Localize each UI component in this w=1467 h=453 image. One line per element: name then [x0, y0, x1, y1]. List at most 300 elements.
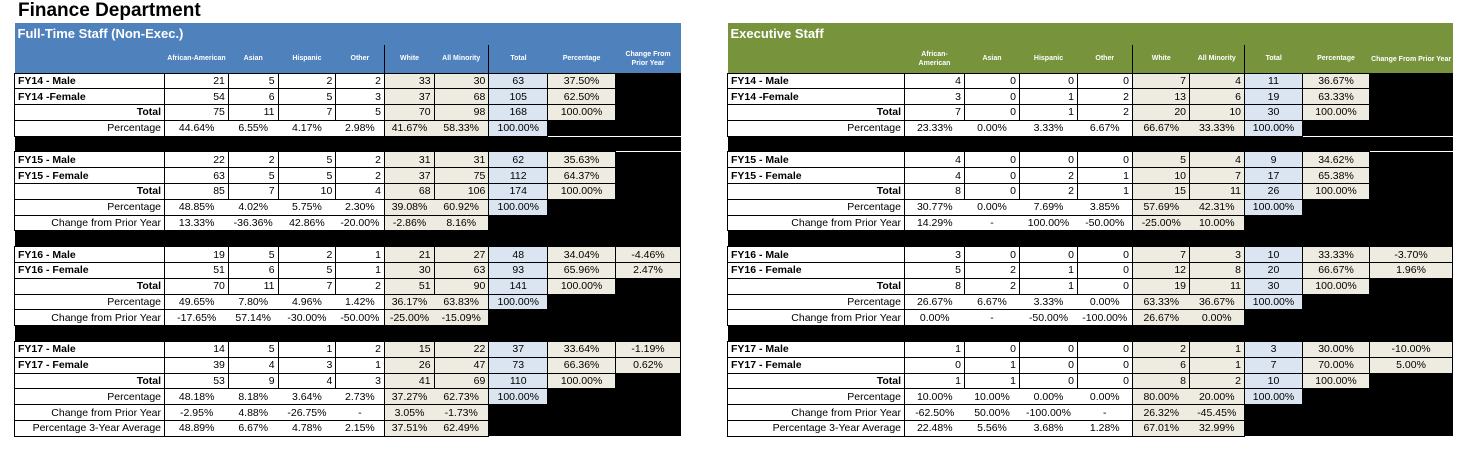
column-header: Other [1078, 45, 1133, 73]
table-row [15, 294, 681, 310]
data-cell: 2 [1078, 105, 1133, 121]
data-cell: 0.00% [965, 199, 1020, 215]
data-cell: 2 [965, 263, 1020, 279]
blank-cell [1245, 405, 1303, 421]
data-cell [616, 184, 681, 200]
table-row [728, 105, 1453, 121]
data-cell: 22 [434, 342, 489, 358]
data-cell: 100.00% [548, 184, 616, 200]
data-cell: 68 [434, 89, 489, 105]
data-cell: 8 [905, 184, 965, 200]
data-cell: 31 [434, 152, 489, 168]
data-cell: -36.36% [228, 215, 278, 231]
data-cell: 1 [1020, 263, 1078, 279]
blank-cell [1303, 215, 1370, 231]
data-cell: 5 [228, 73, 278, 89]
data-cell: 0 [1020, 73, 1078, 89]
data-cell: 0 [965, 152, 1020, 168]
data-cell: 4.78% [278, 421, 336, 437]
data-cell: 5 [278, 152, 336, 168]
data-cell [1370, 373, 1453, 389]
blank-cell [548, 389, 616, 405]
data-cell: 0.00% [965, 120, 1020, 136]
table-row [728, 310, 1453, 326]
data-cell: 48.85% [165, 199, 229, 215]
table-row [728, 421, 1453, 437]
data-cell: 4 [905, 73, 965, 89]
spacer-row [15, 326, 681, 342]
data-cell: 90 [434, 278, 489, 294]
data-cell: 15 [384, 342, 434, 358]
data-cell: 1 [1020, 105, 1078, 121]
data-cell: 51 [165, 263, 229, 279]
data-cell: 0 [905, 357, 965, 373]
data-cell: 70 [384, 105, 434, 121]
data-cell: 2 [336, 278, 385, 294]
data-cell [1370, 152, 1453, 168]
row-label: FY15 - Male [15, 152, 165, 168]
data-cell: 10 [1245, 247, 1303, 263]
data-cell: 1 [1078, 168, 1133, 184]
data-cell: 5.56% [965, 421, 1020, 437]
table-row [728, 357, 1453, 373]
table-title: Executive Staff [728, 23, 1453, 45]
data-cell: 48.18% [165, 389, 229, 405]
column-header: African-American [905, 45, 965, 73]
data-cell: 3 [905, 247, 965, 263]
data-cell: 1 [905, 342, 965, 358]
data-cell: 70.00% [1303, 357, 1370, 373]
data-cell: 100.00% [548, 105, 616, 121]
data-cell: 60.92% [434, 199, 489, 215]
data-cell: 0 [1078, 373, 1133, 389]
data-cell [1370, 105, 1453, 121]
row-label: FY16 - Male [728, 247, 905, 263]
data-cell: 0.00% [1020, 389, 1078, 405]
blank-cell [548, 199, 616, 215]
table-row [728, 373, 1453, 389]
data-cell: 112 [489, 168, 548, 184]
data-cell: 0 [1078, 247, 1133, 263]
header-blank [728, 45, 905, 73]
data-cell: -3.70% [1370, 247, 1453, 263]
table-row [728, 89, 1453, 105]
data-cell: 26.67% [905, 294, 965, 310]
full-time-staff-table [14, 23, 681, 437]
row-label: Total [728, 184, 905, 200]
data-cell: 26 [1245, 184, 1303, 200]
data-cell: 19 [1133, 278, 1190, 294]
data-cell: -1.73% [434, 405, 489, 421]
header-blank [15, 45, 165, 73]
column-header: Percentage [1303, 45, 1370, 73]
data-cell: 11 [1190, 278, 1245, 294]
row-label: FY14 - Male [15, 73, 165, 89]
data-cell: 63.33% [1133, 294, 1190, 310]
table-row [728, 73, 1453, 89]
table-row [15, 405, 681, 421]
table-row [15, 263, 681, 279]
row-label: FY14 - Male [728, 73, 905, 89]
row-label: FY16 - Female [728, 263, 905, 279]
data-cell: 42.31% [1190, 199, 1245, 215]
row-label: Total [15, 373, 165, 389]
data-cell: 1 [1190, 357, 1245, 373]
data-cell: 100.00% [1245, 120, 1303, 136]
data-cell: 7.80% [228, 294, 278, 310]
spacer-row [728, 326, 1453, 342]
row-label: Change from Prior Year [728, 310, 905, 326]
data-cell: 9 [1245, 152, 1303, 168]
data-cell: 7 [1133, 247, 1190, 263]
data-cell: 31 [384, 152, 434, 168]
blank-cell [616, 215, 681, 231]
data-cell: 36.17% [384, 294, 434, 310]
data-cell: 20.00% [1190, 389, 1245, 405]
data-cell: 10 [1245, 373, 1303, 389]
data-cell: 21 [384, 247, 434, 263]
table-row [15, 152, 681, 168]
row-label: Percentage 3-Year Average [728, 421, 905, 437]
column-header: Hispanic [1020, 45, 1078, 73]
table-title-row [15, 23, 681, 45]
blank-cell [548, 215, 616, 231]
data-cell: 3 [336, 89, 385, 105]
data-cell [616, 152, 681, 168]
blank-cell [1370, 310, 1453, 326]
data-cell: 62.73% [434, 389, 489, 405]
data-cell: 12 [1133, 263, 1190, 279]
table-row [15, 199, 681, 215]
data-cell: 64.37% [548, 168, 616, 184]
data-cell: 53 [165, 373, 229, 389]
full-time-staff-panel [14, 23, 681, 437]
data-cell: 100.00% [489, 389, 548, 405]
data-cell: 5 [278, 168, 336, 184]
table-row [15, 342, 681, 358]
data-cell: 3 [1245, 342, 1303, 358]
data-cell: 7 [1133, 73, 1190, 89]
data-cell: 37 [489, 342, 548, 358]
data-cell: 26 [384, 357, 434, 373]
data-cell: 0.00% [1190, 310, 1245, 326]
table-row [15, 357, 681, 373]
spacer-row [728, 136, 1453, 152]
data-cell: 6.55% [228, 120, 278, 136]
data-cell: 58.33% [434, 120, 489, 136]
row-label: FY16 - Female [15, 263, 165, 279]
column-header: Hispanic [278, 45, 336, 73]
data-cell: 19 [1245, 89, 1303, 105]
data-cell: 174 [489, 184, 548, 200]
data-cell [616, 89, 681, 105]
data-cell: 57.69% [1133, 199, 1190, 215]
data-cell: 19 [165, 247, 229, 263]
data-cell: 2 [1020, 184, 1078, 200]
data-cell: -62.50% [905, 405, 965, 421]
table-row [15, 120, 681, 136]
data-cell: 34.62% [1303, 152, 1370, 168]
table-row [728, 278, 1453, 294]
data-cell: 4.17% [278, 120, 336, 136]
data-cell: 6.67% [965, 294, 1020, 310]
data-cell: 1.96% [1370, 263, 1453, 279]
data-cell: 2 [278, 73, 336, 89]
column-header: Asian [228, 45, 278, 73]
data-cell: 168 [489, 105, 548, 121]
data-cell: 3 [1190, 247, 1245, 263]
data-cell: 7 [905, 105, 965, 121]
data-cell: 62 [489, 152, 548, 168]
blank-cell [1245, 215, 1303, 231]
data-cell: 10 [278, 184, 336, 200]
data-cell: 5.00% [1370, 357, 1453, 373]
data-cell: 42.86% [278, 215, 336, 231]
blank-cell [1370, 405, 1453, 421]
data-cell: 4.96% [278, 294, 336, 310]
row-label: Percentage [728, 389, 905, 405]
data-cell: 8 [1133, 373, 1190, 389]
data-cell: 3 [278, 357, 336, 373]
row-label: Total [728, 278, 905, 294]
data-cell: 2.15% [336, 421, 385, 437]
data-cell: 5 [278, 263, 336, 279]
data-cell: 33 [384, 73, 434, 89]
data-cell: 0 [1078, 342, 1133, 358]
data-cell: 13 [1133, 89, 1190, 105]
data-cell: -15.09% [434, 310, 489, 326]
data-cell: 63 [434, 263, 489, 279]
data-cell: 67.01% [1133, 421, 1190, 437]
table-row [15, 168, 681, 184]
data-cell: 0 [965, 342, 1020, 358]
row-label: Percentage [15, 389, 165, 405]
data-cell: 4 [278, 373, 336, 389]
data-cell: 100.00% [548, 278, 616, 294]
data-cell: -4.46% [616, 247, 681, 263]
data-cell: 7 [278, 105, 336, 121]
data-cell: 63 [489, 73, 548, 89]
row-label: FY15 - Female [728, 168, 905, 184]
data-cell: -17.65% [165, 310, 229, 326]
data-cell: 3 [336, 373, 385, 389]
data-cell: 4.88% [228, 405, 278, 421]
data-cell: 5.75% [278, 199, 336, 215]
blank-cell [1370, 294, 1453, 310]
data-cell: -50.00% [1020, 310, 1078, 326]
data-cell: 2 [1190, 373, 1245, 389]
data-cell: 1 [1078, 184, 1133, 200]
data-cell: 41 [384, 373, 434, 389]
data-cell: 2 [1020, 168, 1078, 184]
data-cell: 2 [278, 247, 336, 263]
data-cell: -1.19% [616, 342, 681, 358]
data-cell: 8.16% [434, 215, 489, 231]
data-cell: 100.00% [489, 294, 548, 310]
data-cell: 69 [434, 373, 489, 389]
page-title: Finance Department [18, 0, 201, 21]
data-cell: 66.67% [1133, 120, 1190, 136]
data-cell: 30 [1245, 278, 1303, 294]
data-cell: 100.00% [489, 120, 548, 136]
table-row [728, 184, 1453, 200]
row-label: Change from Prior Year [728, 215, 905, 231]
table-row [728, 168, 1453, 184]
data-cell: 10 [1133, 168, 1190, 184]
table-row [728, 389, 1453, 405]
data-cell: - [965, 310, 1020, 326]
data-cell: 57.14% [228, 310, 278, 326]
data-cell: 47 [434, 357, 489, 373]
data-cell: 13.33% [165, 215, 229, 231]
row-label: Percentage [15, 199, 165, 215]
data-cell: -2.95% [165, 405, 229, 421]
column-header: Change From Prior Year [616, 45, 681, 73]
spacer-cell [15, 326, 681, 342]
data-cell: 100.00% [1303, 184, 1370, 200]
data-cell: 11 [1245, 73, 1303, 89]
data-cell: 1 [278, 342, 336, 358]
data-cell: -25.00% [1133, 215, 1190, 231]
data-cell: -100.00% [1078, 310, 1133, 326]
data-cell: 3.85% [1078, 199, 1133, 215]
data-cell: 44.64% [165, 120, 229, 136]
data-cell: 27 [434, 247, 489, 263]
data-cell: 7 [1245, 357, 1303, 373]
data-cell: 1.28% [1078, 421, 1133, 437]
data-cell: 33.33% [1190, 120, 1245, 136]
data-cell: 41.67% [384, 120, 434, 136]
data-cell: 2.98% [336, 120, 385, 136]
data-cell: -25.00% [384, 310, 434, 326]
data-cell: 5 [228, 168, 278, 184]
blank-cell [548, 310, 616, 326]
data-cell: 66.36% [548, 357, 616, 373]
table-row [728, 294, 1453, 310]
data-cell: 37.50% [548, 73, 616, 89]
data-cell: 6 [1190, 89, 1245, 105]
row-label: FY16 - Male [15, 247, 165, 263]
data-cell: 50.00% [965, 405, 1020, 421]
data-cell: -50.00% [336, 310, 385, 326]
table-row [728, 247, 1453, 263]
data-cell: 39 [165, 357, 229, 373]
data-cell: 7 [228, 184, 278, 200]
row-label: FY14 -Female [728, 89, 905, 105]
data-cell [616, 105, 681, 121]
data-cell: 100.00% [548, 373, 616, 389]
data-cell: 4 [228, 357, 278, 373]
blank-cell [1370, 215, 1453, 231]
spacer-row [15, 136, 681, 152]
data-cell: 3.64% [278, 389, 336, 405]
data-cell: 100.00% [1303, 373, 1370, 389]
data-cell: 20 [1245, 263, 1303, 279]
row-label: Percentage [728, 120, 905, 136]
blank-cell [616, 294, 681, 310]
executive-staff-panel [727, 23, 1452, 437]
row-label: FY17 - Female [728, 357, 905, 373]
data-cell: 10.00% [965, 389, 1020, 405]
data-cell: 75 [434, 168, 489, 184]
data-cell: 8 [905, 278, 965, 294]
data-cell: 4 [1190, 73, 1245, 89]
data-cell [616, 73, 681, 89]
data-cell: 100.00% [1303, 278, 1370, 294]
row-label: Total [728, 105, 905, 121]
table-row [15, 184, 681, 200]
data-cell: 0 [1078, 73, 1133, 89]
row-label: FY17 - Male [15, 342, 165, 358]
row-label: Change from Prior Year [15, 310, 165, 326]
data-cell [616, 168, 681, 184]
executive-staff-table [727, 23, 1453, 437]
row-label: FY15 - Male [728, 152, 905, 168]
data-cell: 141 [489, 278, 548, 294]
blank-cell [1303, 405, 1370, 421]
table-row [15, 389, 681, 405]
blank-cell [1370, 199, 1453, 215]
data-cell: 2 [1133, 342, 1190, 358]
data-cell: 30.77% [905, 199, 965, 215]
table-title: Full-Time Staff (Non-Exec.) [15, 23, 681, 45]
data-cell: 1 [1020, 278, 1078, 294]
data-cell: 6 [228, 89, 278, 105]
data-cell: 63.33% [1303, 89, 1370, 105]
row-label: Total [728, 373, 905, 389]
data-cell: 100.00% [1245, 294, 1303, 310]
data-cell: 30.00% [1303, 342, 1370, 358]
data-cell: 37.51% [384, 421, 434, 437]
blank-cell [1370, 421, 1453, 437]
data-cell: -45.45% [1190, 405, 1245, 421]
blank-cell [1303, 421, 1370, 437]
blank-cell [1370, 389, 1453, 405]
table-row [728, 120, 1453, 136]
blank-cell [548, 405, 616, 421]
data-cell: 0 [1020, 357, 1078, 373]
data-cell: 15 [1133, 184, 1190, 200]
data-cell: 0.00% [1078, 389, 1133, 405]
data-cell: 32.99% [1190, 421, 1245, 437]
data-cell: 2 [336, 342, 385, 358]
spacer-cell [728, 326, 1453, 342]
data-cell: - [336, 405, 385, 421]
data-cell: 100.00% [1245, 199, 1303, 215]
data-cell: -20.00% [336, 215, 385, 231]
data-cell [1370, 278, 1453, 294]
data-cell [1370, 89, 1453, 105]
row-label: Percentage [728, 294, 905, 310]
data-cell: 66.67% [1303, 263, 1370, 279]
data-cell: 85 [165, 184, 229, 200]
data-cell: 9 [228, 373, 278, 389]
table-row [728, 405, 1453, 421]
data-cell: 4 [1190, 152, 1245, 168]
data-cell: 3.05% [384, 405, 434, 421]
row-label: Change from Prior Year [15, 405, 165, 421]
data-cell: 37 [384, 89, 434, 105]
row-label: FY17 - Female [15, 357, 165, 373]
data-cell: 0 [1078, 278, 1133, 294]
table-row [15, 105, 681, 121]
data-cell: 26.67% [1133, 310, 1190, 326]
data-cell: 0 [1020, 373, 1078, 389]
data-cell: 5 [228, 247, 278, 263]
table-row [728, 342, 1453, 358]
blank-cell [548, 120, 616, 136]
data-cell: 2 [965, 278, 1020, 294]
